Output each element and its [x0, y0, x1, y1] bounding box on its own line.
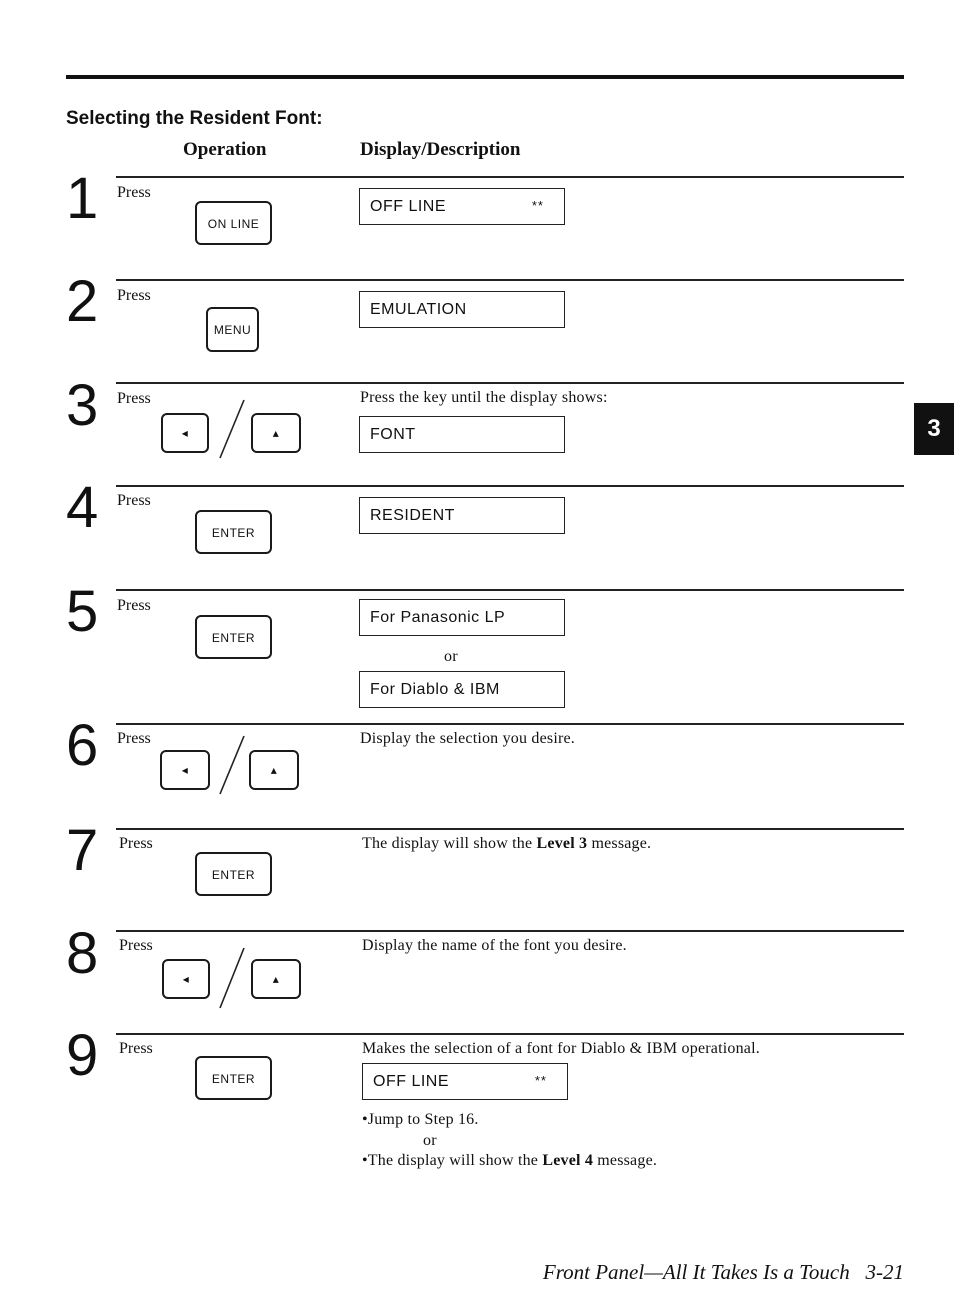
- enter-key[interactable]: ENTER: [195, 1056, 272, 1100]
- step-rule: [116, 589, 904, 591]
- step-description: Display the selection you desire.: [360, 730, 575, 747]
- press-label: Press: [117, 184, 151, 201]
- up-arrow-icon: ▴: [272, 426, 280, 440]
- press-label: Press: [117, 730, 151, 747]
- step-number: 2: [66, 269, 99, 334]
- press-label: Press: [119, 1040, 153, 1057]
- up-arrow-key[interactable]: [251, 959, 301, 999]
- lcd-display: RESIDENT: [359, 497, 565, 534]
- or-label: or: [423, 1132, 437, 1149]
- column-heading-operation: Operation: [183, 139, 267, 160]
- step-number: 8: [66, 921, 99, 986]
- enter-key[interactable]: ENTER: [195, 615, 272, 659]
- enter-key[interactable]: ENTER: [195, 852, 272, 896]
- step-description: Press the key until the display shows:: [360, 389, 608, 406]
- press-label: Press: [117, 492, 151, 509]
- up-arrow-icon: ▴: [272, 972, 280, 986]
- top-rule: [66, 75, 904, 79]
- up-arrow-icon: ▴: [270, 763, 278, 777]
- left-arrow-icon: ◂: [182, 972, 190, 986]
- chapter-tab: 3: [914, 403, 954, 455]
- or-label: or: [444, 648, 458, 665]
- press-label: Press: [117, 287, 151, 304]
- step-description: The display will show the Level 3 message.: [362, 835, 652, 852]
- page-footer: Front Panel—All It Takes Is a Touch 3-21: [542, 1260, 904, 1284]
- slash-separator: [212, 946, 252, 1010]
- online-key[interactable]: ON LINE: [195, 201, 272, 245]
- enter-key[interactable]: ENTER: [195, 510, 272, 554]
- press-label: Press: [119, 835, 153, 852]
- step-rule: [116, 176, 904, 178]
- left-arrow-key[interactable]: [161, 413, 209, 453]
- menu-key[interactable]: MENU: [206, 307, 259, 352]
- up-arrow-key[interactable]: [251, 413, 301, 453]
- step-number: 6: [66, 713, 99, 778]
- step-description: Display the name of the font you desire.: [362, 937, 627, 954]
- step-rule: [116, 485, 904, 487]
- left-arrow-key[interactable]: [160, 750, 210, 790]
- bullet-item: •The display will show the Level 4 message.: [362, 1152, 658, 1169]
- step-number: 7: [66, 818, 99, 883]
- step-rule: [116, 723, 904, 725]
- slash-separator: [212, 398, 252, 460]
- step-number: 9: [66, 1023, 99, 1088]
- press-label: Press: [117, 390, 151, 407]
- step-rule: [116, 828, 904, 830]
- slash-separator: [212, 734, 252, 796]
- up-arrow-key[interactable]: [249, 750, 299, 790]
- left-arrow-key[interactable]: [162, 959, 210, 999]
- step-rule: [116, 930, 904, 932]
- left-arrow-icon: ◂: [181, 426, 189, 440]
- lcd-display: OFF LINE **: [362, 1063, 568, 1100]
- lcd-display: EMULATION: [359, 291, 565, 328]
- step-number: 3: [66, 373, 99, 438]
- lcd-display: For Diablo & IBM: [359, 671, 565, 708]
- step-number: 5: [66, 579, 99, 644]
- lcd-display: For Panasonic LP: [359, 599, 565, 636]
- step-number: 1: [66, 166, 99, 231]
- step-description: Makes the selection of a font for Diablo & IBM operational.: [362, 1040, 760, 1057]
- press-label: Press: [117, 597, 151, 614]
- column-heading-display: Display/Description: [360, 139, 521, 160]
- left-arrow-icon: ◂: [181, 763, 189, 777]
- lcd-display: FONT: [359, 416, 565, 453]
- step-rule: [116, 279, 904, 281]
- step-rule: [116, 1033, 904, 1035]
- lcd-display: OFF LINE **: [359, 188, 565, 225]
- bullet-item: •Jump to Step 16.: [362, 1111, 479, 1128]
- step-number: 4: [66, 475, 99, 540]
- press-label: Press: [119, 937, 153, 954]
- section-title: Selecting the Resident Font:: [66, 108, 323, 129]
- step-rule: [116, 382, 904, 384]
